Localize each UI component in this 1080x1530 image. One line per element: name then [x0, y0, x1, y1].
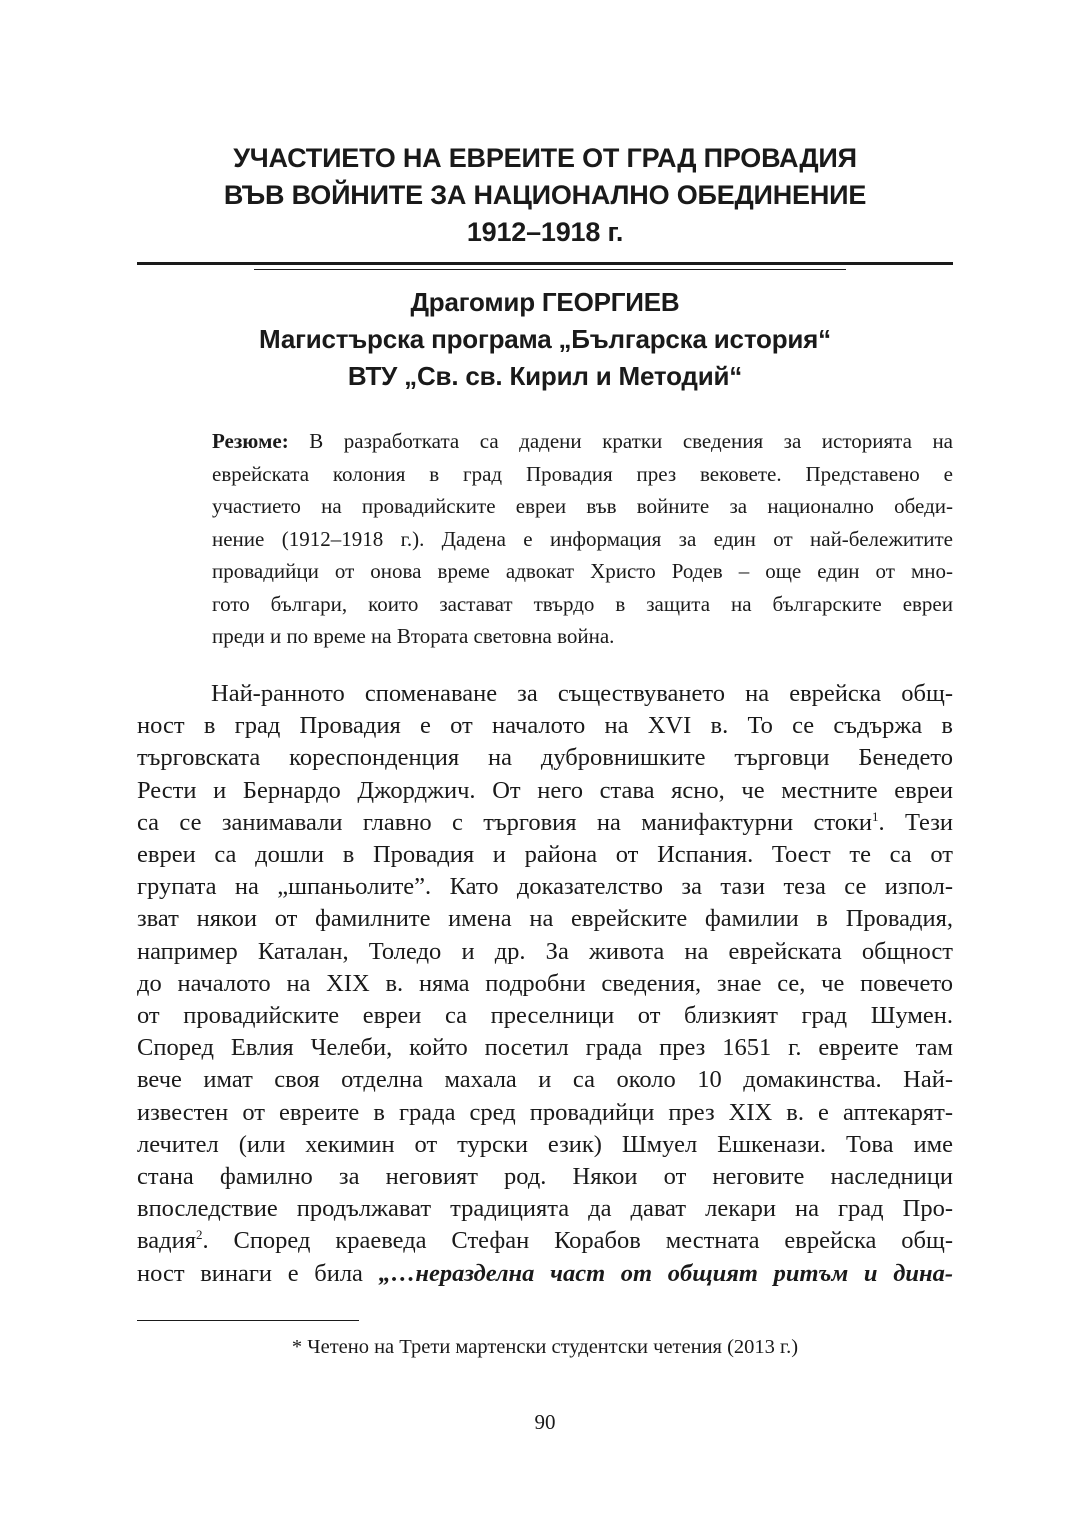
abstract-line: провадийци от онова време адвокат Христо Родев – още един от мно-: [212, 559, 953, 583]
body-line: известен от евреите в града сред провадийци през XIX в. е аптекарят-: [137, 1098, 953, 1126]
abstract-line: нение (1912–1918 г.). Дадена е информация за един от най-бележитите: [212, 526, 953, 551]
title-line-3: 1912–1918 г.: [466, 217, 624, 247]
body-line: до началото на XIX в. няма подробни сведения, знае се, че повечето: [137, 969, 953, 997]
author-block: [137, 284, 953, 395]
abstract-label: Резюме:: [212, 429, 289, 453]
body-line: зват някои от фамилните имена на еврейските фамилии в Провадия,: [137, 905, 953, 933]
abstract-line: еврейската колония в град Провадия през вековете. Представено е: [212, 461, 953, 486]
footnote-ref-1[interactable]: 1: [872, 808, 879, 824]
quote-emphasis: „…неразделна част от общият ритъм и дина-: [378, 1259, 953, 1287]
abstract-line: преди и по време на Втората световна война.: [212, 624, 615, 648]
body-line: Най-ранното споменаване за съществуването на еврейска общ-: [211, 680, 953, 707]
abstract: [212, 425, 953, 653]
body-line: от провадийските евреи са преселници от близкият град Шумен.: [137, 1002, 953, 1030]
body-line: са се занимавали главно с търговия на манифактурни стоки$^1$. Тези: [137, 808, 953, 836]
abstract-line: участието на провадийските евреи във войните за национално обеди-: [212, 494, 953, 518]
title-line-2: ВЪВ ВОЙНИТЕ ЗА НАЦИОНАЛНО ОБЕДИНЕНИЕ: [223, 180, 867, 210]
body-line: стана фамилно за неговият род. Някои от неговите наследници: [137, 1163, 953, 1191]
body-text: [137, 678, 953, 1290]
body-line: търговската кореспонденция на дубровнишките търговци Бенедето: [137, 744, 953, 772]
author-university: ВТУ „Св. св. Кирил и Методий“: [347, 361, 743, 391]
body-line: Според Евлия Челеби, който посетил града през 1651 г. евреите там: [137, 1034, 953, 1062]
article-title: [137, 140, 953, 251]
title-divider-thick: [137, 262, 953, 265]
title-divider-thin: [254, 269, 846, 270]
footnote-divider: [137, 1320, 359, 1321]
body-line: вече имат своя отделна махала и са около 10 домакинства. Най-: [137, 1066, 953, 1094]
body-line: например Каталан, Толедо и др. За живота на еврейската общност: [137, 937, 953, 965]
footnote: * Четено на Трети мартенски студентски четения (2013 г.): [291, 1336, 799, 1358]
body-line: ност винаги е била „…неразделна част от общият ритъм и дина-: [137, 1259, 953, 1287]
body-line: вадия$^2$. Според краеведа Стефан Корабов местната еврейска общ-: [137, 1227, 953, 1255]
body-line: впоследствие продължават традицията да дават лекари на град Про-: [137, 1195, 953, 1223]
footnote-ref-2[interactable]: 2: [195, 1227, 203, 1243]
body-line: групата на „шпаньолите”. Като доказателство за тази теза се изпол-: [137, 873, 953, 901]
page-number: 90: [534, 1410, 556, 1434]
body-line: лечител (или хекимин от турски език) Шмуел Ешкенази. Това име: [137, 1130, 953, 1158]
title-line-1: УЧАСТИЕТО НА ЕВРЕИТЕ ОТ ГРАД ПРОВАДИЯ: [233, 143, 857, 173]
body-line: евреи са дошли в Провадия и района от Испания. Тоест те са от: [137, 841, 953, 869]
author-name: Драгомир ГЕОРГИЕВ: [410, 287, 680, 317]
author-program: Магистърска програма „Българска история“: [259, 324, 831, 354]
body-line: ност в град Провадия е от началото на XVI в. То се съдържа в: [137, 712, 953, 740]
body-line: Рести и Бернардо Джорджич. От него става ясно, че местните евреи: [137, 776, 953, 804]
abstract-line: гото българи, които застават твърдо в защита на българските евреи: [212, 591, 953, 616]
abstract-line: Резюме: В разработката са дадени кратки сведения за историята на: [212, 429, 953, 453]
